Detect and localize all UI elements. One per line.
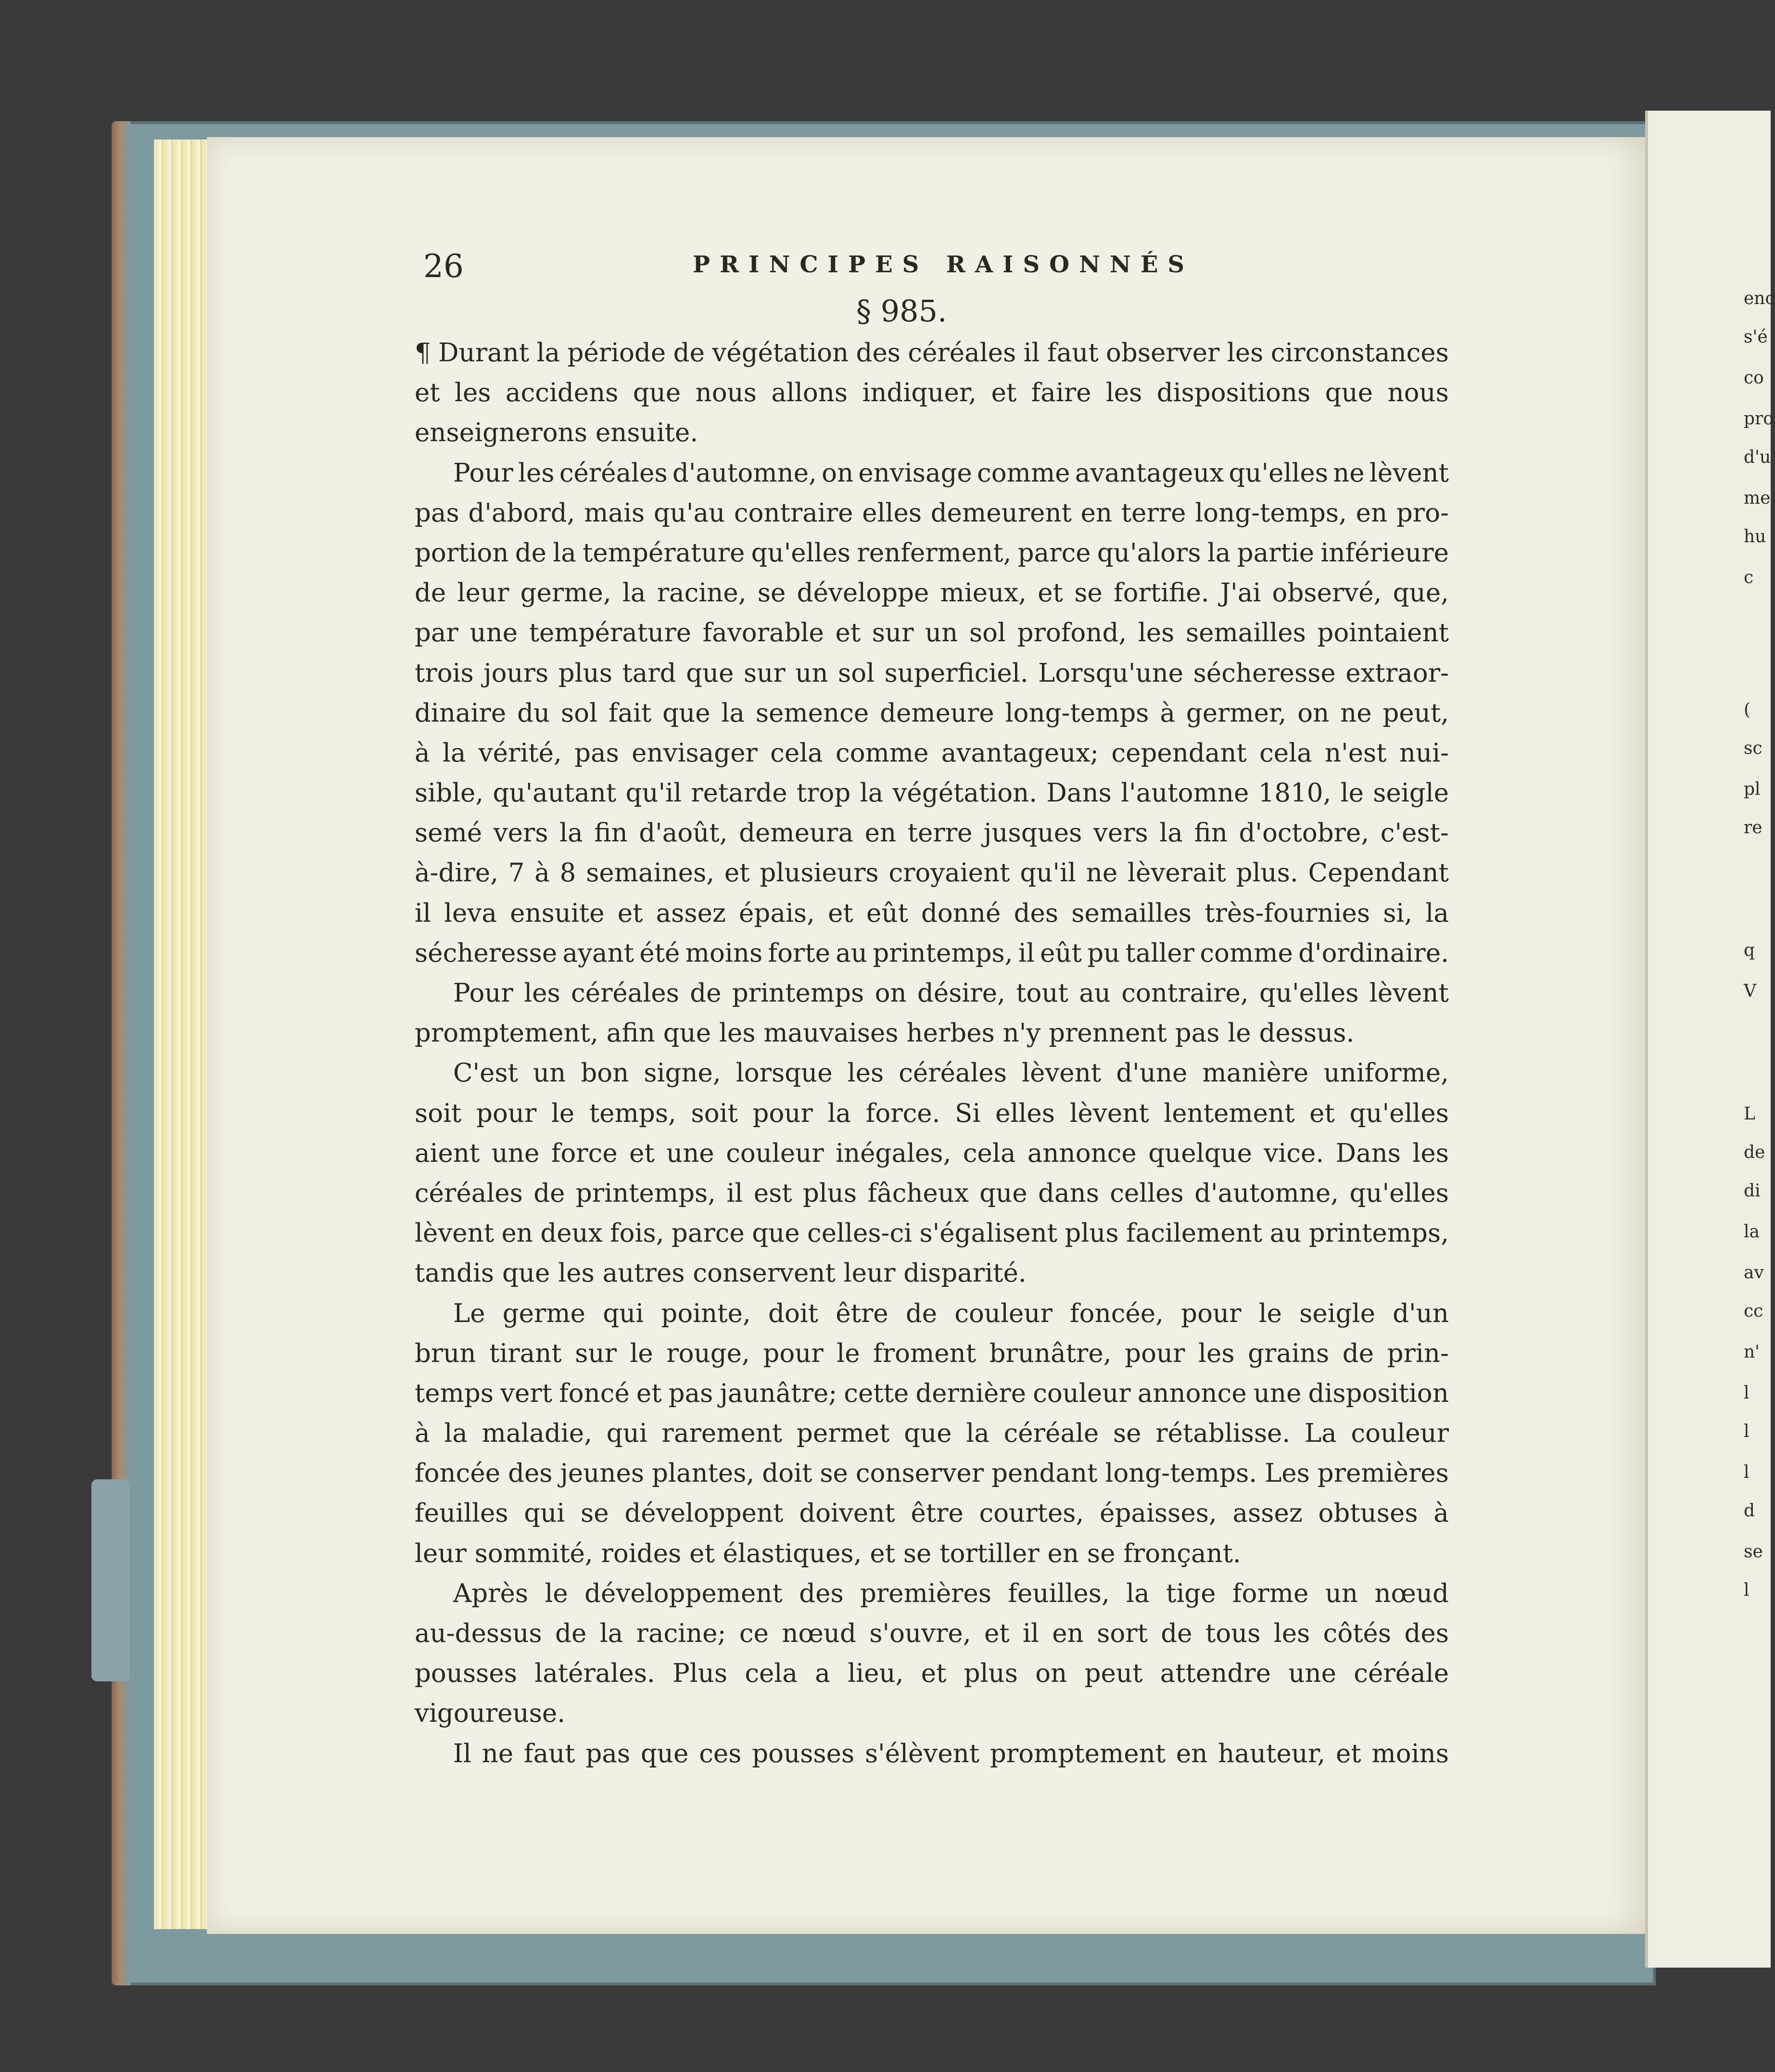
running-head-title: PRINCIPES RAISONNÉS xyxy=(693,251,1194,278)
text-line: sible, qu'autant qu'il retarde trop la végétation. Dans l'automne 1810, le seigle xyxy=(415,778,1449,808)
text-line: pas d'abord, mais qu'au contraire elles demeurent en terre long-temps, en pro- xyxy=(415,498,1449,528)
facing-page-fragment: se xyxy=(1744,1542,1763,1562)
text-line: tandis que les autres conservent leur disparité. xyxy=(415,1258,1027,1288)
facing-page-fragment: sc xyxy=(1744,738,1762,758)
text-line: il leva ensuite et assez épais, et eût donné des semailles très-fournies si, la xyxy=(415,898,1449,928)
section-number: § 985. xyxy=(856,293,947,329)
text-line: feuilles qui se développent doivent être courtes, épaisses, assez obtuses à xyxy=(415,1499,1449,1528)
text-line: à la vérité, pas envisager cela comme avantageux; cependant cela n'est nui- xyxy=(415,738,1449,768)
text-line: Pour les céréales d'automne, on envisage comme avantageux qu'elles ne lèvent xyxy=(453,458,1449,488)
text-line: C'est un bon signe, lorsque les céréales lèvent d'une manière uniforme, xyxy=(453,1058,1449,1088)
text-line: céréales de printemps, il est plus fâcheux que dans celles d'automne, qu'elles xyxy=(415,1178,1449,1208)
book-spine-edge xyxy=(112,121,131,1985)
page-number: 26 xyxy=(423,248,464,285)
text-line: sécheresse ayant été moins forte au printemps, il eût pu taller comme d'ordinaire. xyxy=(415,938,1449,968)
facing-page-fragment: di xyxy=(1744,1181,1761,1201)
text-line: promptement, afin que les mauvaises herbes n'y prennent pas le dessus. xyxy=(415,1018,1355,1048)
text-line: brun tirant sur le rouge, pour le froment brunâtre, pour les grains de prin- xyxy=(415,1338,1449,1368)
text-line: semé vers la fin d'août, demeura en terre jusques vers la fin d'octobre, c'est- xyxy=(415,818,1449,848)
text-line: Il ne faut pas que ces pousses s'élèvent promptement en hauteur, et moins xyxy=(453,1739,1449,1768)
text-line: dinaire du sol fait que la semence demeure long-temps à germer, on ne peut, xyxy=(415,698,1449,728)
facing-page-fragment: L xyxy=(1744,1104,1755,1124)
facing-page-fragment: V xyxy=(1744,981,1756,1001)
text-line: au-dessus de la racine; ce nœud s'ouvre, et il en sort de tous les côtés des xyxy=(415,1619,1449,1648)
facing-page-fragment: la xyxy=(1744,1222,1760,1242)
facing-page-fragment: l xyxy=(1744,1580,1750,1600)
text-line: enseignerons ensuite. xyxy=(415,418,698,448)
text-line: par une température favorable et sur un sol profond, les semailles pointaient xyxy=(415,618,1449,648)
facing-page-fragment: l xyxy=(1744,1462,1750,1482)
text-line: Pour les céréales de printemps on désire, tout au contraire, qu'elles lèvent xyxy=(453,979,1449,1008)
text-line: ¶ Durant la période de végétation des céréales il faut observer les circonstances xyxy=(415,338,1449,368)
text-line: à-dire, 7 à 8 semaines, et plusieurs croyaient qu'il ne lèverait plus. Cependant xyxy=(415,858,1449,888)
text-line: foncée des jeunes plantes, doit se conserver pendant long-temps. Les premières xyxy=(415,1459,1449,1488)
facing-page-fragment: l xyxy=(1744,1383,1750,1403)
text-line: Le germe qui pointe, doit être de couleur foncée, pour le seigle d'un xyxy=(453,1298,1449,1328)
facing-page-fragment: me xyxy=(1744,488,1771,508)
text-line: et les accidens que nous allons indiquer, et faire les dispositions que nous xyxy=(415,378,1449,408)
text-line: de leur germe, la racine, se développe mieux, et se fortifie. J'ai observé, que, xyxy=(415,578,1449,608)
facing-page-fragment: n' xyxy=(1744,1342,1760,1362)
text-line: temps vert foncé et pas jaunâtre; cette dernière couleur annonce une disposition xyxy=(415,1378,1449,1408)
facing-page-fragment: c xyxy=(1744,568,1754,587)
page-fore-edges xyxy=(154,140,212,1929)
facing-page-fragment: hu xyxy=(1744,527,1766,547)
text-line: à la maladie, qui rarement permet que la céréale se rétablisse. La couleur xyxy=(415,1419,1449,1449)
body-text xyxy=(415,333,1449,1774)
facing-page-fragment: cc xyxy=(1744,1301,1763,1321)
text-line: soit pour le temps, soit pour la force. Si elles lèvent lentement et qu'elles xyxy=(415,1098,1449,1128)
facing-page-fragment: d'u xyxy=(1744,447,1771,467)
facing-page-fragment: q xyxy=(1744,941,1755,960)
text-line: portion de la température qu'elles renferment, parce qu'alors la partie inférieure xyxy=(415,538,1449,568)
facing-page-fragment: pro xyxy=(1744,409,1774,429)
cover-tab xyxy=(91,1479,130,1681)
text-line: lèvent en deux fois, parce que celles-ci s'égalisent plus facilement au printemps, xyxy=(415,1219,1449,1248)
text-line: vigoureuse. xyxy=(415,1699,566,1729)
facing-page-fragment: d xyxy=(1744,1501,1755,1521)
facing-page-fragment: s'é xyxy=(1744,327,1768,347)
facing-page-fragment: re xyxy=(1744,818,1762,838)
text-line: leur sommité, roides et élastiques, et se tortiller en se fronçant. xyxy=(415,1538,1241,1568)
text-line: aient une force et une couleur inégales, cela annonce quelque vice. Dans les xyxy=(415,1138,1449,1168)
facing-page-fragment: l xyxy=(1744,1422,1750,1441)
facing-page-fragment: co xyxy=(1744,368,1764,388)
text-line: pousses latérales. Plus cela a lieu, et plus on peut attendre une céréale xyxy=(415,1659,1449,1689)
text-line: Après le développement des premières feuilles, la tige forme un nœud xyxy=(453,1578,1449,1608)
facing-page-fragment: de xyxy=(1744,1143,1765,1162)
facing-page-fragment: ( xyxy=(1744,700,1751,720)
facing-page-fragment: av xyxy=(1744,1263,1764,1283)
text-line: trois jours plus tard que sur un sol superficiel. Lorsqu'une sécheresse extraor- xyxy=(415,658,1449,688)
facing-page-fragment: pl xyxy=(1744,779,1761,799)
facing-page xyxy=(1645,111,1771,1968)
facing-page-fragment: enc xyxy=(1744,289,1775,308)
